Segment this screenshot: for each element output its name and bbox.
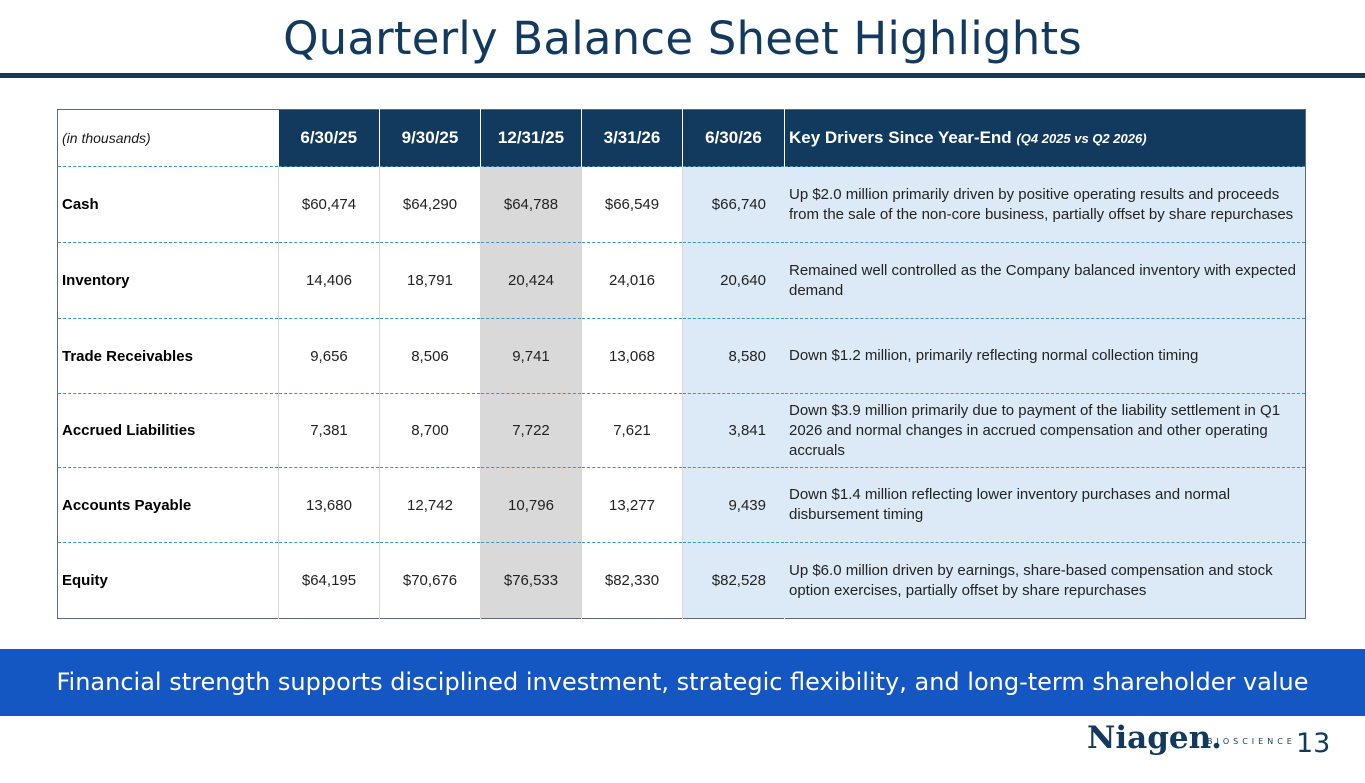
row-label: Equity — [58, 543, 279, 619]
drivers-header — [785, 110, 1306, 167]
table-cell: 9,656 — [279, 319, 380, 394]
period-header: 6/30/25 — [279, 110, 380, 167]
page-number: 13 — [1296, 728, 1331, 759]
table-cell: $66,740 — [683, 167, 785, 243]
table-cell: 24,016 — [582, 243, 683, 319]
table-cell: $64,290 — [380, 167, 481, 243]
key-driver-note: Down $1.2 million, primarily reflecting normal collection timing — [785, 319, 1306, 394]
table-cell: 7,621 — [582, 394, 683, 468]
row-label: Cash — [58, 167, 279, 243]
table-header-row — [58, 110, 1306, 167]
table-cell: 3,841 — [683, 394, 785, 468]
table-row — [58, 243, 1306, 319]
table-cell: 9,741 — [481, 319, 582, 394]
company-logo: Niagen. — [1087, 720, 1222, 756]
table-cell: 8,580 — [683, 319, 785, 394]
period-header: 9/30/25 — [380, 110, 481, 167]
table-cell: $64,788 — [481, 167, 582, 243]
table-cell: 10,796 — [481, 468, 582, 543]
period-header: 3/31/26 — [582, 110, 683, 167]
period-header: 12/31/25 — [481, 110, 582, 167]
table-cell: $60,474 — [279, 167, 380, 243]
period-header: 6/30/26 — [683, 110, 785, 167]
table-cell: 9,439 — [683, 468, 785, 543]
table-row — [58, 468, 1306, 543]
table-cell: $64,195 — [279, 543, 380, 619]
table-cell: $70,676 — [380, 543, 481, 619]
drivers-header-title: Key Drivers Since Year-End — [789, 128, 1012, 147]
table-row — [58, 319, 1306, 394]
table-cell: $82,330 — [582, 543, 683, 619]
table-cell: 12,742 — [380, 468, 481, 543]
key-driver-note: Down $3.9 million primarily due to payment of the liability settlement in Q1 2026 and normal changes in accrued compensation and other operating accruals — [785, 394, 1306, 468]
key-driver-note: Up $2.0 million primarily driven by positive operating results and proceeds from the sale of the non-core business, partially offset by share repurchases — [785, 167, 1306, 243]
takeaway-banner: Financial strength supports disciplined investment, strategic flexibility, and long-term shareholder value creation. — [0, 649, 1365, 716]
table-cell: $76,533 — [481, 543, 582, 619]
table-cell: $66,549 — [582, 167, 683, 243]
table-cell: 8,506 — [380, 319, 481, 394]
key-driver-note: Remained well controlled as the Company balanced inventory with expected demand — [785, 243, 1306, 319]
table-cell: 8,700 — [380, 394, 481, 468]
balance-sheet-table — [57, 109, 1306, 619]
table-row — [58, 543, 1306, 619]
title-divider — [0, 73, 1365, 78]
table-cell: 20,424 — [481, 243, 582, 319]
table-cell: 18,791 — [380, 243, 481, 319]
page-title: Quarterly Balance Sheet Highlights — [283, 12, 1082, 65]
table-cell: $82,528 — [683, 543, 785, 619]
table-cell: 20,640 — [683, 243, 785, 319]
table-cell: 7,722 — [481, 394, 582, 468]
key-driver-note: Up $6.0 million driven by earnings, share-based compensation and stock option exercises, partially offset by share repurchases — [785, 543, 1306, 619]
table-cell: 13,680 — [279, 468, 380, 543]
table-cell: 13,068 — [582, 319, 683, 394]
table-cell: 13,277 — [582, 468, 683, 543]
row-label: Accounts Payable — [58, 468, 279, 543]
table-cell: 7,381 — [279, 394, 380, 468]
company-logo-subtitle: BIOSCIENCE — [1207, 737, 1296, 746]
key-driver-note: Down $1.4 million reflecting lower inventory purchases and normal disbursement timing — [785, 468, 1306, 543]
drivers-header-subtitle: (Q4 2025 vs Q2 2026) — [1016, 131, 1147, 146]
table-cell: 14,406 — [279, 243, 380, 319]
units-label: (in thousands) — [58, 110, 279, 167]
row-label: Accrued Liabilities — [58, 394, 279, 468]
table-row — [58, 167, 1306, 243]
table-row — [58, 394, 1306, 468]
row-label: Trade Receivables — [58, 319, 279, 394]
row-label: Inventory — [58, 243, 279, 319]
